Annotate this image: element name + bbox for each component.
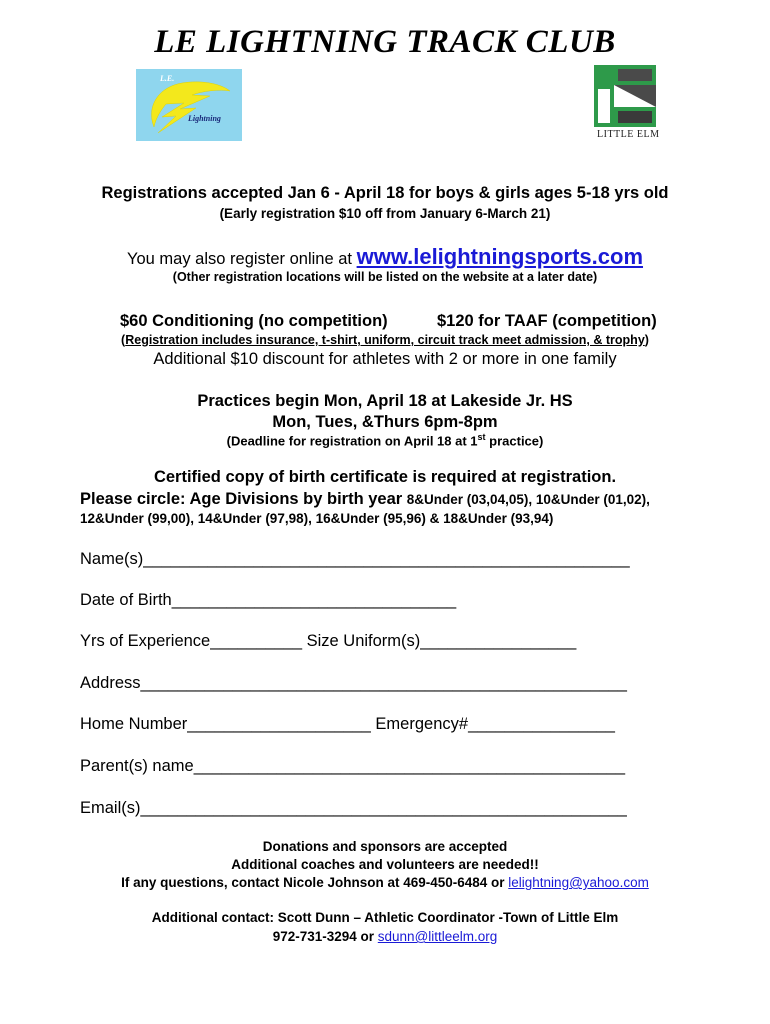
home-number-line[interactable]: ____________________ bbox=[187, 715, 376, 733]
age-divisions-rest: 8&Under (03,04,05), 10&Under (01,02), bbox=[406, 492, 650, 507]
little-elm-logo bbox=[594, 65, 656, 127]
names-field[interactable] bbox=[80, 550, 630, 569]
date-of-birth-field[interactable] bbox=[80, 591, 456, 610]
registration-dates: Registrations accepted Jan 6 - April 18 for boys & girls ages 5-18 yrs old bbox=[101, 184, 669, 202]
email-label: Email(s) bbox=[80, 799, 141, 817]
practice-schedule: Mon, Tues, &Thurs 6pm-8pm bbox=[272, 413, 498, 431]
birth-certificate-note: Certified copy of birth certificate is required at registration. bbox=[153, 468, 617, 486]
le-lightning-logo bbox=[136, 69, 242, 141]
conditioning-price: $60 Conditioning (no competition) bbox=[120, 312, 388, 330]
experience-label: Yrs of Experience bbox=[80, 632, 211, 650]
logo-text-le: L.E. bbox=[160, 74, 175, 83]
scott-email-link[interactable]: sdunn@littleelm.org bbox=[377, 929, 498, 944]
experience-uniform-field[interactable] bbox=[80, 632, 576, 651]
early-registration: (Early registration $10 off from January 6-March 21) bbox=[219, 206, 551, 221]
other-locations-note: (Other registration locations will be listed on the website at a later date) bbox=[172, 270, 598, 284]
website-link[interactable]: www.lelightningsports.com bbox=[356, 244, 644, 269]
deadline-sup: st bbox=[477, 432, 486, 442]
parents-field[interactable] bbox=[80, 757, 625, 776]
taaf-price: $120 for TAAF (competition) bbox=[437, 312, 657, 330]
practice-start: Practices begin Mon, April 18 at Lakeside Jr. HS bbox=[197, 392, 573, 410]
parents-line[interactable]: _______________________________________________ bbox=[193, 757, 626, 775]
registration-includes bbox=[0, 333, 770, 347]
page-title: LE LIGHTNING TRACK CLUB bbox=[154, 24, 616, 60]
emergency-line[interactable]: ________________ bbox=[468, 715, 615, 733]
dob-line[interactable]: _______________________________ bbox=[171, 591, 457, 609]
scott-phone: 972-731-3294 or bbox=[272, 929, 378, 944]
includes-close: ) bbox=[644, 333, 649, 347]
scott-contact bbox=[0, 929, 770, 944]
family-discount: Additional $10 discount for athletes with 2 or more in one family bbox=[153, 350, 617, 368]
names-label: Name(s) bbox=[80, 550, 144, 568]
nicole-email-link[interactable]: lelightning@yahoo.com bbox=[508, 875, 649, 890]
questions-contact bbox=[0, 875, 770, 890]
online-prefix: You may also register online at bbox=[126, 250, 357, 268]
address-field[interactable] bbox=[80, 674, 627, 693]
emergency-label: Emergency# bbox=[375, 715, 469, 733]
age-divisions-line2: 12&Under (99,00), 14&Under (97,98), 16&Under (95,96) & 18&Under (93,94) bbox=[80, 511, 554, 526]
address-line[interactable]: _____________________________________________________ bbox=[140, 674, 627, 692]
deadline-post: practice) bbox=[485, 433, 544, 449]
donations-note: Donations and sponsors are accepted bbox=[262, 839, 508, 854]
includes-open: ( bbox=[121, 333, 126, 347]
questions-text: If any questions, contact Nicole Johnson at 469-450-6484 or bbox=[121, 875, 509, 890]
includes-text: Registration includes insurance, t-shirt, uniform, circuit track meet admission, & trophy bbox=[125, 333, 645, 347]
email-line[interactable]: _____________________________________________________ bbox=[140, 799, 627, 817]
uniform-line[interactable]: _________________ bbox=[420, 632, 577, 650]
names-line[interactable]: _____________________________________________________ bbox=[143, 550, 630, 568]
volunteers-note: Additional coaches and volunteers are needed!! bbox=[231, 857, 539, 872]
registration-deadline bbox=[0, 432, 770, 448]
little-elm-logo-text: LITTLE ELM bbox=[597, 129, 660, 140]
experience-line[interactable]: __________ bbox=[210, 632, 307, 650]
online-registration bbox=[0, 244, 770, 270]
phone-field[interactable] bbox=[80, 715, 615, 734]
email-field[interactable] bbox=[80, 799, 627, 818]
additional-contact: Additional contact: Scott Dunn – Athletic Coordinator -Town of Little Elm bbox=[151, 910, 619, 925]
deadline-pre: (Deadline for registration on April 18 at 1 bbox=[226, 433, 478, 449]
address-label: Address bbox=[80, 674, 141, 692]
age-divisions-line1 bbox=[80, 490, 650, 509]
uniform-label: Size Uniform(s) bbox=[306, 632, 421, 650]
home-number-label: Home Number bbox=[80, 715, 188, 733]
parents-label: Parent(s) name bbox=[80, 757, 194, 775]
age-divisions-lead: Please circle: Age Divisions by birth year bbox=[80, 490, 407, 508]
dob-label: Date of Birth bbox=[80, 591, 172, 609]
logo-text-lightning: Lightning bbox=[188, 114, 221, 123]
